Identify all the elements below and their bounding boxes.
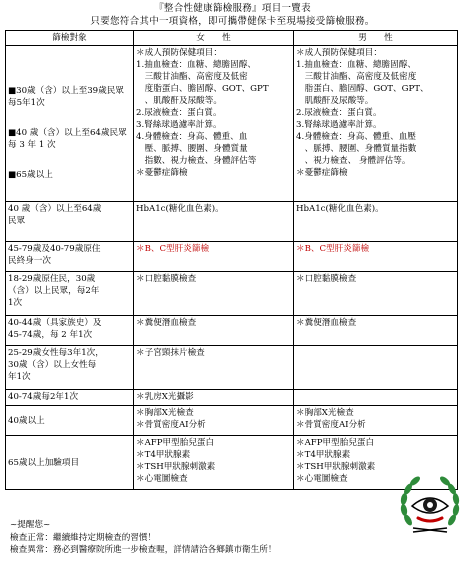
eligibility-line: 1次 [8, 298, 23, 308]
female-cell [134, 436, 294, 490]
list-item: HbA1c(糖化血色素)。 [136, 204, 224, 214]
eligibility-line: 40歲以上 [8, 415, 45, 426]
list-item: ＊TSH甲狀腺刺激素 [136, 462, 216, 472]
list-item: 2.尿液檢查：蛋白質。 [136, 108, 222, 118]
male-cell [294, 202, 458, 242]
table-row [6, 202, 458, 242]
list-item: 4.身體檢查：身高、體重、血 [136, 132, 248, 142]
eligibility-line: （含）以上民眾，每2年 [8, 286, 100, 296]
eligibility-cell [6, 436, 134, 490]
list-item: ＊AFP甲型胎兒蛋白 [136, 438, 215, 448]
list-item: 3.腎絲球過濾率計算。 [136, 120, 222, 130]
reminder-normal: 檢查正常：繼續維持定期檢查的習慣！ [10, 532, 157, 543]
male-cell [294, 406, 458, 436]
list-item: ＊AFP甲型胎兒蛋白 [296, 438, 375, 448]
eligibility-line: 65歲以上加驗項目 [8, 457, 80, 468]
eligibility-cell [6, 242, 134, 272]
list-item: ＊子宮頸抹片檢查 [136, 348, 205, 358]
male-cell [294, 316, 458, 346]
header-eligibility: 篩檢對象 [6, 31, 134, 46]
list-item: ＊成人預防保健項目： [296, 48, 382, 58]
list-item: ＊心電圖檢查 [136, 474, 188, 484]
list-item: ＊TSH甲狀腺刺激素 [296, 462, 376, 472]
reminder-notes [10, 519, 276, 557]
list-item: ＊成人預防保健項目： [136, 48, 222, 58]
list-item: ＊骨質密度AI分析 [296, 420, 366, 430]
list-item: 1.抽血檢查：血糖、總膽固醇、 [296, 60, 416, 70]
eligibility-65-plus: ■65歲以上 [8, 170, 53, 180]
eligibility-line: 40 歲（含）以上至64歲 [8, 204, 102, 214]
list-item: ＊糞便潛血檢查 [296, 318, 357, 328]
list-item: ＊憂鬱症篩檢 [136, 168, 188, 178]
eligibility-line: 30歲（含）以上女性每 [8, 360, 97, 370]
male-cell [294, 46, 458, 202]
reminder-heading: ~提醒您~ [10, 520, 51, 530]
eligibility-cell [6, 272, 134, 316]
health-bureau-logo-icon [398, 472, 462, 536]
list-item: 、視力檢查、 身體評估等。 [296, 156, 411, 166]
header-male: 男 性 [294, 31, 458, 46]
list-item: ＊心電圖檢查 [296, 474, 348, 484]
eligibility-line: 40-74歲每2年1次 [8, 392, 79, 402]
eligibility-line: 45-74歲，每 2 年1次 [8, 330, 93, 340]
eligibility-line: 民終身一次 [8, 256, 51, 266]
female-cell [134, 272, 294, 316]
list-item: 3.腎絲球過濾率計算。 [296, 120, 382, 130]
list-item: 2.尿液檢查：蛋白質。 [296, 108, 382, 118]
male-cell [294, 272, 458, 316]
female-cell [134, 242, 294, 272]
eligibility-cell [6, 346, 134, 390]
eligibility-line: 40-44歲（具家族史）及 [8, 318, 102, 328]
eligibility-30-39: ■30歲（含）以上至39歲民眾每5年1次 [8, 86, 124, 108]
list-item: ＊口腔黏膜檢查 [296, 274, 357, 284]
page-subtitle: 只要您符合其中一項資格，即可攜帶健保卡至現場接受篩檢服務。 [90, 16, 375, 27]
list-item: 脂蛋白、膽固醇、GOT、GPT、 [296, 84, 429, 94]
list-item: ＊糞便潛血檢查 [136, 318, 197, 328]
table-row [6, 346, 458, 390]
female-cell [134, 406, 294, 436]
list-item: 壓、脈搏、腰圍、身體質量 [136, 144, 248, 154]
list-item: 度脂蛋白、膽固醇、GOT、GPT [136, 84, 269, 94]
list-item: ＊B、C型肝炎篩檢 [296, 244, 370, 254]
male-cell [294, 390, 458, 406]
list-item: 三酸甘油酯、高密度及低密度 [296, 72, 417, 82]
list-item: ＊口腔黏膜檢查 [136, 274, 197, 284]
list-item: ＊胸部X光檢查 [296, 408, 354, 418]
female-cell [134, 390, 294, 406]
table-row [6, 242, 458, 272]
table-row [6, 436, 458, 490]
list-item: ＊骨質密度AI分析 [136, 420, 206, 430]
table-row [6, 406, 458, 436]
list-item: 三酸甘油酯、高密度及低密 [136, 72, 248, 82]
list-item: ＊T4甲狀腺素 [136, 450, 191, 460]
eligibility-cell [6, 316, 134, 346]
female-cell [134, 202, 294, 242]
header-female: 女 性 [134, 31, 294, 46]
list-item: ＊憂鬱症篩檢 [296, 168, 348, 178]
list-item: ＊胸部X光檢查 [136, 408, 194, 418]
list-item: 肌酸酐及尿酸等。 [296, 96, 374, 106]
page-title: 『整合性健康篩檢服務』項目一覽表 [154, 3, 311, 14]
eligibility-line: 18-29歲原住民，30歲 [8, 274, 96, 284]
list-item: 指數、視力檢查、身體評估等 [136, 156, 257, 166]
list-item: HbA1c(糖化血色素)。 [296, 204, 384, 214]
eligibility-line: 年1次 [8, 372, 31, 382]
eligibility-cell [6, 46, 134, 202]
eligibility-line: 25-29歲女性每3年1次， [8, 348, 104, 358]
eligibility-cell [6, 406, 134, 436]
table-row [6, 272, 458, 316]
reminder-abnormal: 檢查異常：務必到醫療院所進一步檢查喔，詳情請洽各鄉鎮市衛生所！ [10, 545, 277, 555]
list-item: 4.身體檢查：身高、體重、血壓 [296, 132, 416, 142]
eligibility-line: 民眾 [8, 216, 26, 226]
female-cell [134, 46, 294, 202]
eligibility-line: 45-79歲及40-79歲原住 [8, 244, 101, 254]
male-cell [294, 346, 458, 390]
eligibility-cell [6, 390, 134, 406]
eligibility-40-64: ■40 歲（含）以上至64歲民眾每 3 年 1 次 [8, 128, 127, 150]
list-item: ＊B、C型肝炎篩檢 [136, 244, 210, 254]
table-row [6, 46, 458, 202]
list-item: ＊T4甲狀腺素 [296, 450, 351, 460]
female-cell [134, 346, 294, 390]
list-item: 、肌酸酐及尿酸等。 [136, 96, 222, 106]
list-item: ＊乳房X光攝影 [136, 392, 194, 402]
table-row [6, 316, 458, 346]
screening-table [5, 30, 458, 490]
male-cell [294, 242, 458, 272]
list-item: 、脈搏、腰圍、身體質量指數 [296, 144, 417, 154]
eligibility-cell [6, 202, 134, 242]
female-cell [134, 316, 294, 346]
list-item: 1.抽血檢查：血糖、總膽固醇、 [136, 60, 256, 70]
table-row [6, 390, 458, 406]
